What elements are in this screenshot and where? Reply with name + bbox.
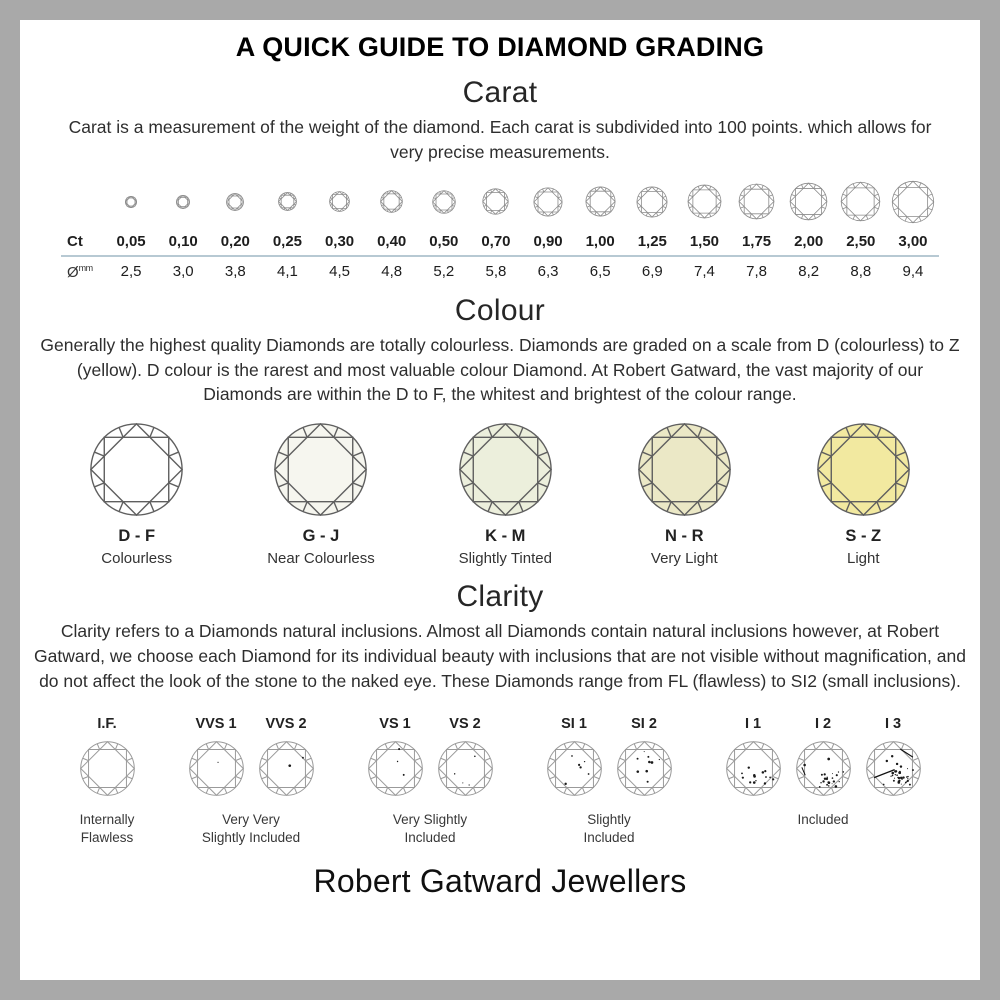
clarity-code-row xyxy=(367,716,494,732)
clarity-grade-code: I 1 xyxy=(744,715,762,732)
carat-mm-value: 7,8 xyxy=(746,263,767,281)
clarity-gem-row xyxy=(188,740,315,797)
colour-heading: Colour xyxy=(454,293,546,327)
clarity-description: Clarity refers to a Diamonds natural inclusions. Almost all Diamonds contain natural inclusions however, at Robert Gatward, we choose each Diamond for its individual beauty with inclusions that are not visible without magnification, and do not affect the look of the stone to the naked eye. These Diamonds range from FL (flawless) to SI2 (small inclusions). xyxy=(34,621,966,691)
colour-description: Generally the highest quality Diamonds are totally colourless. Diamonds are graded on a scale from D (colourless) to Z (yellow). D colour is the rarest and most valuable colour Diamond. At Robert Gatward, the vast majority of our Diamonds are within the D to F, the whitest and brightest of the colour range. xyxy=(40,334,960,405)
clarity-grade-sublabel: Internally Flawless xyxy=(79,811,135,845)
carat-ct-value: 0,30 xyxy=(324,232,355,250)
colour-diamond-icon xyxy=(636,421,733,518)
carat-mm-value: 4,1 xyxy=(277,263,298,281)
colour-grade-range: G - J xyxy=(302,527,340,546)
clarity-grade-sublabel: Very Slightly Included xyxy=(392,811,468,845)
colour-grade-card xyxy=(267,421,375,567)
carat-mm-value: 6,9 xyxy=(641,263,663,281)
carat-mm-value: 8,2 xyxy=(798,263,820,281)
clarity-gem-row xyxy=(79,740,136,797)
carat-diamond-icon xyxy=(482,188,509,215)
colour-grade-card xyxy=(457,421,554,567)
carat-gem-cell xyxy=(626,186,678,218)
colour-grade-label: Colourless xyxy=(101,550,173,568)
clarity-grade-group xyxy=(367,716,494,847)
colour-grade-label: Near Colourless xyxy=(267,550,375,568)
carat-gem-cell xyxy=(887,180,939,224)
carat-table xyxy=(61,233,939,281)
clarity-diamond-icon xyxy=(616,740,673,797)
clarity-diamond-icon xyxy=(725,740,782,797)
colour-grades xyxy=(20,421,980,567)
carat-heading: Carat xyxy=(462,76,538,109)
clarity-diamond-icon xyxy=(79,740,136,797)
carat-gem-cell xyxy=(314,191,366,212)
carat-mm-value: 4,5 xyxy=(329,263,350,281)
clarity-grade-code: I 3 xyxy=(884,715,902,732)
clarity-grade-code: SI 1 xyxy=(561,715,587,732)
carat-table-ct-row xyxy=(61,233,939,257)
colour-diamond-icon xyxy=(457,421,554,518)
colour-section xyxy=(20,294,980,568)
clarity-grade-group xyxy=(725,716,922,829)
carat-ct-value: 3,00 xyxy=(898,232,928,250)
clarity-heading: Clarity xyxy=(456,580,544,614)
carat-diamond-icon xyxy=(891,180,935,224)
carat-ct-value: 0,50 xyxy=(429,232,459,250)
colour-grade-range: K - M xyxy=(485,527,526,546)
carat-ct-value: 1,75 xyxy=(741,232,772,250)
colour-grade-label: Slightly Tinted xyxy=(458,550,552,568)
clarity-section xyxy=(20,580,980,847)
clarity-grade-code: VVS 1 xyxy=(195,715,237,732)
carat-diamond-icon xyxy=(789,182,828,221)
carat-diamond-icon xyxy=(585,186,616,217)
carat-gem-cell xyxy=(522,187,574,217)
clarity-grade-group xyxy=(546,716,673,847)
colour-grade-range: N - R xyxy=(665,527,704,546)
colour-grade-card xyxy=(636,421,733,567)
carat-gem-row xyxy=(61,175,939,229)
clarity-gem-row xyxy=(546,740,673,797)
clarity-diamond-icon xyxy=(865,740,922,797)
carat-mm-value: 3,8 xyxy=(224,263,246,281)
clarity-code-row xyxy=(725,716,922,732)
page-title: A QUICK GUIDE TO DIAMOND GRADING xyxy=(235,32,765,62)
carat-gem-cell xyxy=(731,183,783,220)
clarity-code-row xyxy=(546,716,673,732)
carat-ct-value: 0,20 xyxy=(220,232,250,250)
clarity-diamond-icon xyxy=(258,740,315,797)
carat-gem-cell xyxy=(418,190,470,214)
carat-gem-cell xyxy=(366,190,418,213)
carat-diamond-icon xyxy=(432,190,456,214)
carat-diamond-icon xyxy=(380,190,403,213)
clarity-code-row xyxy=(79,716,136,732)
clarity-grade-code: I.F. xyxy=(97,715,117,732)
clarity-diamond-icon xyxy=(437,740,494,797)
colour-grade-range: S - Z xyxy=(845,527,882,546)
colour-grade-range: D - F xyxy=(118,527,156,546)
carat-gem-cell xyxy=(783,182,835,221)
colour-grade-card xyxy=(88,421,185,567)
carat-mm-value: 4,8 xyxy=(381,263,403,281)
clarity-grade-code: VS 2 xyxy=(449,715,481,732)
carat-gem-cell xyxy=(835,181,887,222)
clarity-diamond-icon xyxy=(367,740,424,797)
carat-gem-cell xyxy=(157,195,209,209)
carat-diamond-icon xyxy=(329,191,350,212)
footer-brand: Robert Gatward Jewellers xyxy=(313,863,687,900)
carat-mm-value: 6,5 xyxy=(589,263,611,281)
carat-ct-value: 0,70 xyxy=(481,232,511,250)
carat-mm-value: 5,2 xyxy=(433,263,455,281)
clarity-grade-code: VS 1 xyxy=(379,715,411,732)
diameter-unit: mm xyxy=(78,262,93,273)
carat-mm-value: 6,3 xyxy=(537,263,559,281)
carat-ct-value: 0,90 xyxy=(533,232,563,250)
carat-table-diameter-label xyxy=(61,263,105,281)
carat-diamond-icon xyxy=(687,184,722,219)
clarity-grade-group xyxy=(79,716,136,847)
carat-diamond-icon xyxy=(840,181,881,222)
carat-diamond-icon xyxy=(738,183,775,220)
carat-ct-value: 2,00 xyxy=(794,232,824,250)
carat-ct-value: 0,40 xyxy=(377,232,407,250)
carat-ct-value: 1,00 xyxy=(585,232,615,250)
clarity-grade-sublabel: Included xyxy=(797,811,849,827)
carat-diamond-icon xyxy=(636,186,668,218)
carat-ct-value: 0,05 xyxy=(116,232,146,250)
carat-diamond-icon xyxy=(226,193,244,211)
carat-mm-value: 7,4 xyxy=(694,263,715,281)
diameter-symbol: Ø xyxy=(67,263,79,281)
clarity-diamond-icon xyxy=(188,740,245,797)
carat-diamond-icon xyxy=(278,192,297,211)
carat-table-ct-label: Ct xyxy=(67,232,83,250)
clarity-diamond-icon xyxy=(546,740,603,797)
clarity-grade-code: SI 2 xyxy=(631,715,657,732)
clarity-diamond-icon xyxy=(795,740,852,797)
carat-mm-value: 2,5 xyxy=(120,263,142,281)
clarity-gem-row xyxy=(725,740,922,797)
carat-gem-cell xyxy=(678,184,730,219)
carat-ct-value: 0,25 xyxy=(272,232,303,250)
carat-mm-value: 5,8 xyxy=(485,263,507,281)
carat-description: Carat is a measurement of the weight of the diamond. Each carat is subdivided into 100 points. which allows for very precise measurements. xyxy=(68,117,932,162)
clarity-gem-row xyxy=(367,740,494,797)
carat-ct-value: 1,25 xyxy=(637,232,667,250)
clarity-grade-code: I 2 xyxy=(814,715,832,732)
clarity-grade-sublabel: Slightly Included xyxy=(583,811,635,845)
colour-grade-label: Light xyxy=(847,550,880,568)
colour-diamond-icon xyxy=(88,421,185,518)
carat-mm-value: 8,8 xyxy=(850,263,872,281)
clarity-grade-group xyxy=(188,716,315,847)
carat-diamond-icon xyxy=(176,195,190,209)
colour-diamond-icon xyxy=(815,421,912,518)
carat-ct-value: 2,50 xyxy=(846,232,876,250)
clarity-grade-sublabel: Very Very Slightly Included xyxy=(201,811,301,845)
colour-grade-label: Very Light xyxy=(650,550,718,568)
colour-diamond-icon xyxy=(272,421,369,518)
carat-ct-value: 0,10 xyxy=(168,232,198,250)
carat-gem-cell xyxy=(470,188,522,215)
carat-diamond-icon xyxy=(125,196,137,208)
carat-section xyxy=(20,76,980,281)
clarity-code-row xyxy=(188,716,315,732)
carat-table-mm-row xyxy=(61,257,939,281)
carat-gem-cell xyxy=(209,193,261,211)
clarity-grades xyxy=(20,716,980,847)
clarity-grade-code: VVS 2 xyxy=(265,715,307,732)
carat-mm-value: 3,0 xyxy=(172,263,194,281)
carat-diamond-icon xyxy=(533,187,563,217)
diamond-grading-guide xyxy=(20,20,980,980)
carat-gem-cell xyxy=(105,196,157,208)
carat-gem-cell xyxy=(261,192,313,211)
colour-grade-card xyxy=(815,421,912,567)
carat-ct-value: 1,50 xyxy=(689,232,720,250)
carat-gem-cell xyxy=(574,186,626,217)
carat-mm-value: 9,4 xyxy=(902,263,924,281)
